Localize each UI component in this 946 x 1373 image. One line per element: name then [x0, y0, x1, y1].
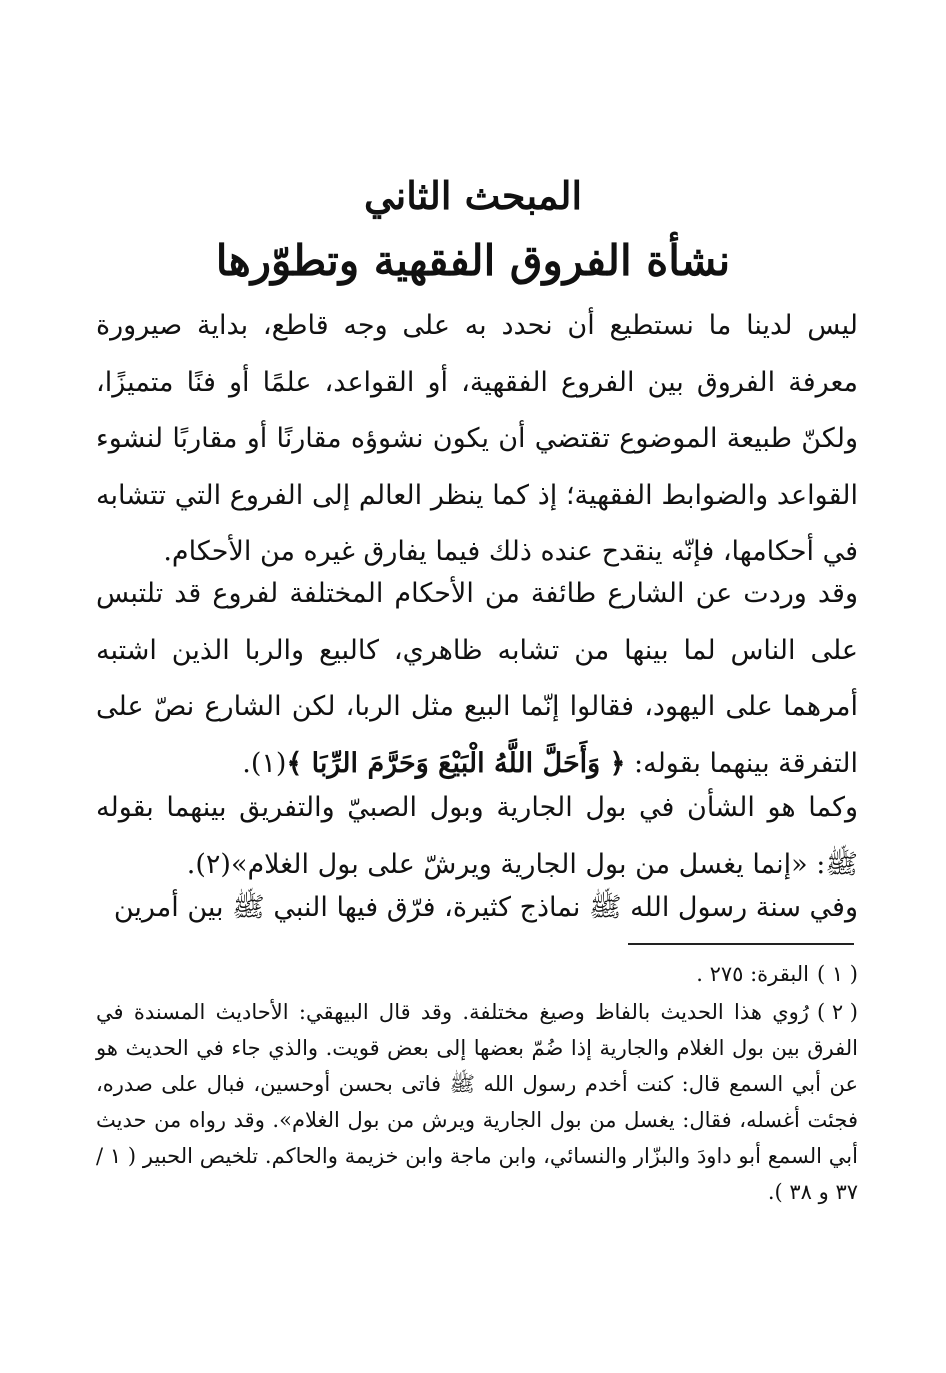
paragraph-sale-usury — [96, 566, 858, 792]
footnote-2-text: رُوي هذا الحديث بالفاظ وصيغ مختلفة. وقد قال البيهقي: الأحاديث المسندة في الفرق بين بول الغلام والجارية إذا ضُمّ بعضها إلى بعض قويت. والذي جاء في الحديث هو عن أبي السمع قال: كنت أخدم رسول الله ﷺ فاتى بحسن أوحسين، فبال على صدره، فجئت أغسله، فقال: يغسل من بول الجارية ويرش من بول الغلام». وقد رواه من حديث أبي السمع أبو داودَ والبزّار والنسائي، وابن ماجة وابن خزيمة والحاكم. تلخيص الحبير ( ١ / ٣٧ و ٣٨ ). — [96, 1000, 858, 1204]
footnote-1-text: البقرة: ٢٧٥ . — [696, 962, 809, 986]
paragraph-sunnah-examples: وفي سنة رسول الله ﷺ نماذج كثيرة، فرّق فيها النبي ﷺ بين أمرين — [113, 892, 858, 923]
section-title: نشأة الفروق الفقهية وتطوّرها — [215, 236, 731, 285]
paragraph-urine-hadith: وكما هو الشأن في بول الجارية وبول الصبيّ والتفريق بينهما بقوله ﷺ: «إنما يغسل من بول الجارية ويرشّ على بول الغلام»(٢). — [96, 792, 858, 880]
footnote-1 — [96, 956, 858, 992]
footnote-2-number: ( ٢ ) — [816, 1000, 858, 1024]
footnote-separator — [628, 943, 854, 945]
footnote-1-number: ( ١ ) — [816, 962, 858, 986]
footnote-2 — [96, 994, 858, 1210]
quran-verse: ﴿ وَأَحَلَّ اللَّهُ الْبَيْعَ وَحَرَّمَ الرِّبَا ﴾ — [286, 747, 626, 779]
paragraph-origin: ليس لدينا ما نستطيع أن نحدد به على وجه قاطع، بداية صيرورة معرفة الفروق بين الفروع الفقهية، أو القواعد، علمًا أو فنًا متميزًا، ولكنّ طبيعة الموضوع تقتضي أن يكون نشوؤه مقارنًا أو مقاربًا لنشوء القواعد والضوابط الفقهية؛ إذ كما ينظر العالم إلى الفروع التي تتشابه في أحكامها، فإنّه ينقدح عنده ذلك فيما يفارق غيره من الأحكام. — [96, 310, 858, 567]
section-heading: المبحث الثاني — [363, 173, 583, 218]
paragraph-sale-usury-text: وقد وردت عن الشارع طائفة من الأحكام المختلفة لفروع قد تلتبس على الناس لما بينها من تشابه ظاهري، كالبيع والربا الذين اشتبه أمرهما على اليهود، فقالوا إنّما البيع مثل الربا، لكن الشارع نصّ على التفرقة بينهما بقوله: — [96, 578, 858, 779]
footnote-ref-1: (١). — [242, 747, 287, 779]
